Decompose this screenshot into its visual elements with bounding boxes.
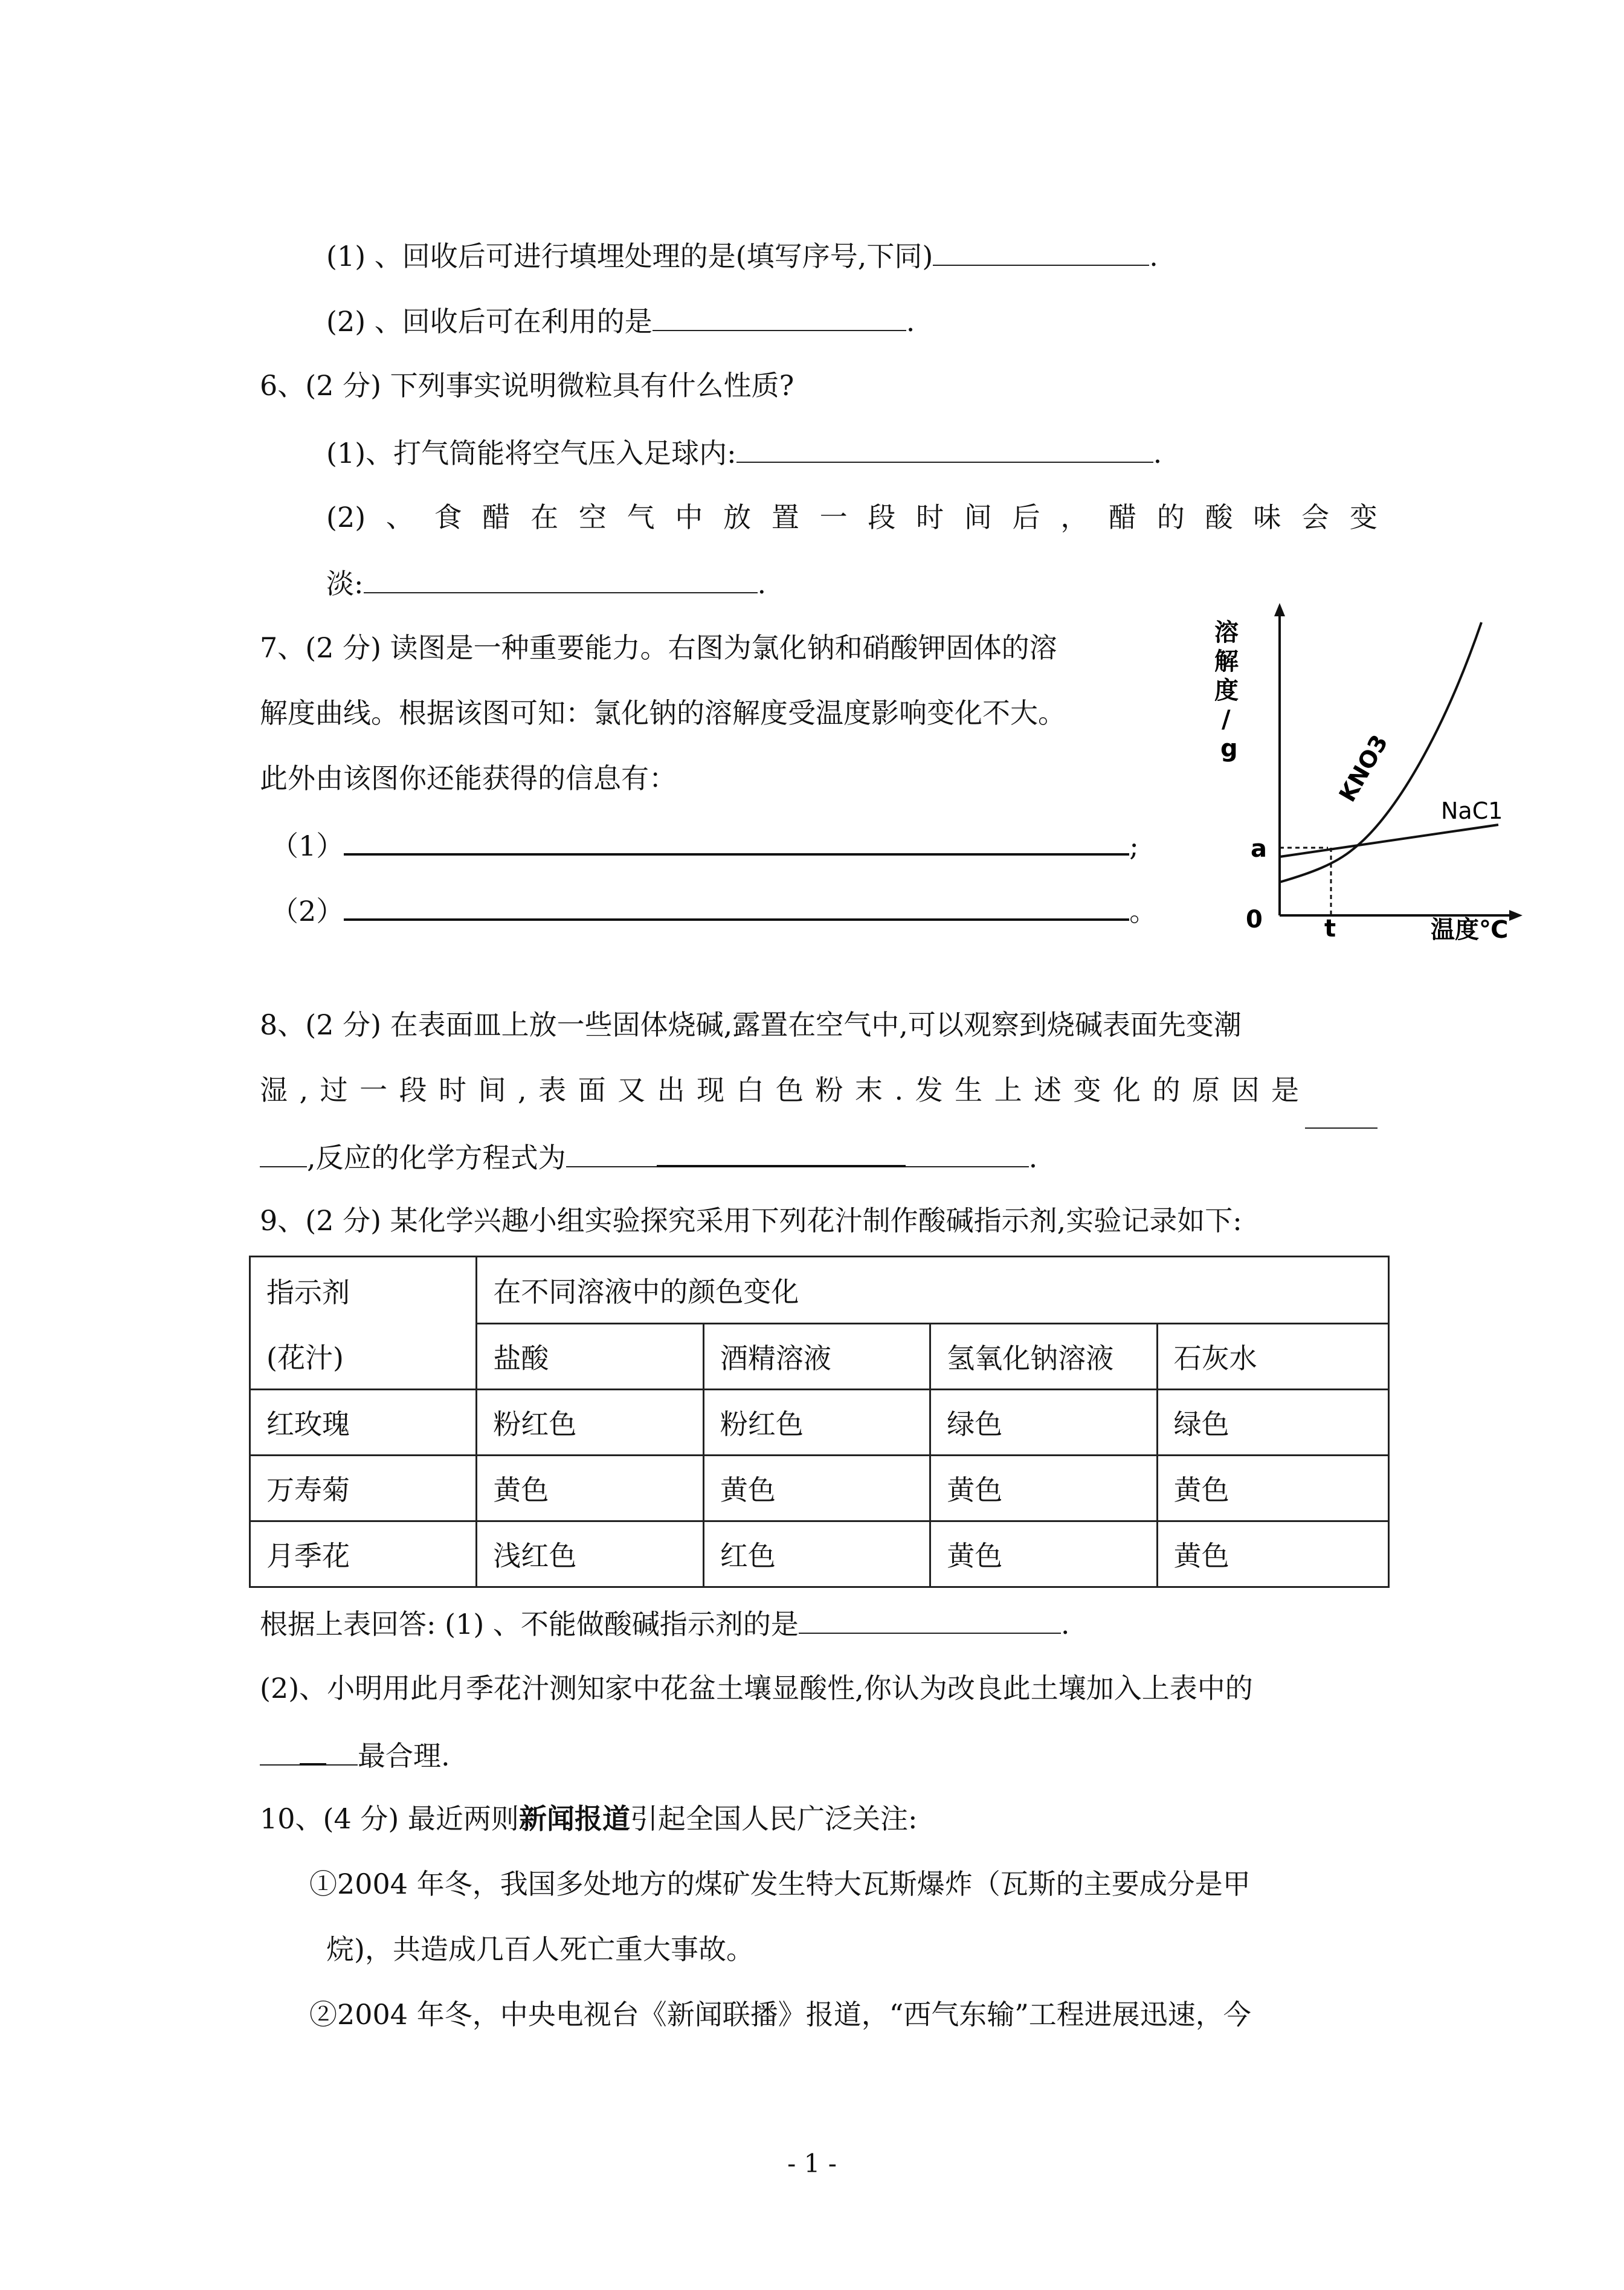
q7-answer1 <box>271 825 1139 864</box>
q10-item2-line1: ②2004 年冬，中央电视台《新闻联播》报道，“西气东输”工程进展迅速，今 <box>309 1998 1251 2031</box>
q6-sub2-char: 一 <box>819 501 848 534</box>
q8-line2-char: , <box>299 1074 309 1106</box>
q7-answer2-label: （2） <box>271 895 344 927</box>
table-cell: 黄色 <box>703 1456 930 1521</box>
q8-line3 <box>260 1137 1037 1176</box>
q10-stem-bold: 新闻报道 <box>518 1802 630 1835</box>
table-header-group: 在不同溶液中的颜色变化 <box>477 1257 1389 1324</box>
table-cell: 绿色 <box>930 1390 1157 1456</box>
graph-origin-label: 0 <box>1246 906 1263 934</box>
q6-sub1-text: (1)、打气筒能将空气压入足球内: <box>326 437 736 469</box>
q5-sub2 <box>326 302 915 340</box>
q6-sub2-char: 后 <box>1012 501 1040 534</box>
q6-sub2-char: 味 <box>1253 501 1281 534</box>
graph-ylabel-char: / <box>1222 706 1231 734</box>
q8-line2-char: 时 <box>439 1074 467 1106</box>
q9-stem: 9、(2 分) 某化学兴趣小组实验探究采用下列花汁制作酸碱指示剂,实验记录如下: <box>260 1204 1242 1237</box>
q6-sub2-char: 、 <box>385 501 414 534</box>
q9-answer1 <box>260 1605 1070 1642</box>
q8-line2-char: 是 <box>1271 1074 1299 1106</box>
table-row <box>250 1521 1389 1587</box>
q7-answer2 <box>271 891 1157 929</box>
table-header-cell: 酒精溶液 <box>703 1324 930 1390</box>
q6-sub2-char: 会 <box>1301 501 1330 534</box>
q6-sub2-char: 醋 <box>1109 501 1137 534</box>
table-cell: 粉红色 <box>703 1390 930 1456</box>
q8-line2-char: 间 <box>478 1074 506 1106</box>
q8-line2-char: 一 <box>359 1074 388 1106</box>
q6-sub2-line <box>326 499 1378 535</box>
table-cell: 黄色 <box>930 1521 1157 1587</box>
q5-sub2-end: . <box>906 305 915 338</box>
q9-answer2-blank-a <box>260 1737 300 1766</box>
q8-line2-char: 白 <box>736 1074 764 1106</box>
table-cell: 黄色 <box>477 1456 703 1521</box>
graph-ylabel-char: g <box>1220 735 1238 763</box>
q6-sub2-char: 食 <box>434 501 462 534</box>
q7-line1: 7、(2 分) 读图是一种重要能力。右图为氯化钠和硝酸钾固体的溶 <box>260 631 1057 664</box>
q8-equation-blank-b <box>657 1137 906 1167</box>
q8-line2-char: 原 <box>1191 1074 1220 1106</box>
q9-answer1-text: 根据上表回答: (1) 、不能做酸碱指示剂的是 <box>260 1608 799 1640</box>
table-cell: 红玫瑰 <box>250 1390 477 1456</box>
table-row <box>250 1324 1389 1390</box>
q8-line1: 8、(2 分) 在表面皿上放一些固体烧碱,露置在空气中,可以观察到烧碱表面先变潮 <box>260 1008 1242 1041</box>
q6-sub2-char: 在 <box>530 501 559 534</box>
table-cell: 绿色 <box>1157 1390 1388 1456</box>
graph-y-arrow <box>1274 603 1285 616</box>
q9-answer2: (2)、小明用此月季花汁测知家中花盆土壤显酸性,你认为改良此土壤加入上表中的 <box>260 1672 1253 1705</box>
table-header-cell: 石灰水 <box>1157 1324 1388 1390</box>
q6-sub2-cont-text: 淡: <box>326 567 364 600</box>
q6-sub2-char: 的 <box>1156 501 1185 534</box>
graph-xlabel: 温度℃ <box>1431 916 1509 944</box>
q8-line2-char: 变 <box>1073 1074 1101 1106</box>
q6-sub2-char: 变 <box>1349 501 1378 534</box>
q6-sub2-blank <box>364 564 758 593</box>
q6-sub2-char: 放 <box>723 501 752 534</box>
page-number: - 1 - <box>787 2149 837 2178</box>
graph-ylabel-char: 度 <box>1214 677 1239 705</box>
table-cell: 黄色 <box>930 1456 1157 1521</box>
q6-sub2-char: 时 <box>916 501 944 534</box>
q8-line2-char: 出 <box>657 1074 685 1106</box>
nacl-line <box>1280 825 1498 857</box>
q10-item1-line1: ①2004 年冬，我国多处地方的煤矿发生特大瓦斯爆炸（瓦斯的主要成分是甲 <box>309 1868 1251 1900</box>
q8-line2-char: 化 <box>1113 1074 1141 1106</box>
q5-sub1 <box>326 237 1158 274</box>
q8-line2-char: 色 <box>776 1074 804 1106</box>
q7-answer2-blank <box>344 891 1129 921</box>
q6-sub2-char: (2) <box>326 501 366 534</box>
q5-sub2-blank <box>652 302 906 331</box>
q6-sub2-char: ， <box>1060 501 1089 534</box>
q6-sub2-end: . <box>757 567 767 600</box>
q8-line2-char: 的 <box>1152 1074 1181 1106</box>
table-header-flower-juice: (花汁) <box>250 1324 477 1390</box>
q8-line2-char: 生 <box>955 1074 983 1106</box>
solubility-graph <box>1208 598 1535 961</box>
q9-answer2-cont-text: 最合理. <box>358 1740 450 1772</box>
q6-stem: 6、(2 分) 下列事实说明微粒具有什么性质? <box>260 369 794 402</box>
table-row <box>250 1257 1389 1324</box>
table-cell: 浅红色 <box>477 1521 703 1587</box>
q6-sub2-char: 间 <box>964 501 992 534</box>
q8-line2-char: 面 <box>578 1074 606 1106</box>
q8-line2-char: 过 <box>320 1074 348 1106</box>
q8-line2-char: . <box>894 1074 904 1106</box>
table-header-indicator: 指示剂 <box>250 1257 477 1324</box>
q8-line2-char: 发 <box>915 1074 943 1106</box>
q6-sub2-char: 酸 <box>1205 501 1233 534</box>
indicator-table <box>249 1256 1390 1588</box>
table-cell: 万寿菊 <box>250 1456 477 1521</box>
q7-answer1-end: ; <box>1129 830 1139 862</box>
q5-sub1-end: . <box>1149 240 1158 273</box>
graph-kno3-label: KNO3 <box>1333 730 1393 807</box>
graph-a-label: a <box>1251 835 1267 863</box>
q9-answer2-blank-c <box>326 1737 358 1766</box>
q6-sub1-blank <box>736 434 1153 463</box>
q5-sub1-blank <box>933 237 1149 266</box>
q10-stem-pre: 10、(4 分) 最近两则 <box>260 1802 519 1835</box>
table-row <box>250 1456 1389 1521</box>
q8-line2-char: 表 <box>538 1074 567 1106</box>
q8-reason-blank <box>1305 1100 1378 1129</box>
q8-line2-char: 粉 <box>815 1074 843 1106</box>
q5-sub1-text: (1) 、回收后可进行填埋处理的是(填写序号,下同) <box>326 240 933 273</box>
q9-answer2-blank-b <box>300 1735 326 1766</box>
q6-sub1-end: . <box>1153 437 1162 469</box>
table-cell: 粉红色 <box>477 1390 703 1456</box>
q8-line2-char: 因 <box>1231 1074 1260 1106</box>
q6-sub2-char: 中 <box>675 501 703 534</box>
q8-equation-blank-c <box>906 1138 1029 1167</box>
q8-line2-char: , <box>518 1074 527 1106</box>
table-header-cell: 氢氧化钠溶液 <box>930 1324 1157 1390</box>
q6-sub2-char: 醋 <box>482 501 511 534</box>
q8-line2-char: 又 <box>617 1074 646 1106</box>
q8-equation-blank-a <box>566 1138 657 1167</box>
q9-answer1-end: . <box>1060 1608 1070 1640</box>
q7-answer2-end: 。 <box>1129 895 1158 927</box>
table-cell: 黄色 <box>1157 1456 1388 1521</box>
q8-line2-char: 末 <box>855 1074 883 1106</box>
table-cell: 黄色 <box>1157 1521 1388 1587</box>
q7-line2: 解度曲线。根据该图可知：氯化钠的溶解度受温度影响变化不大。 <box>260 697 1066 729</box>
q6-sub2-char: 置 <box>771 501 799 534</box>
q10-stem-post: 引起全国人民广泛关注: <box>630 1802 918 1835</box>
q9-answer2-cont <box>260 1735 450 1774</box>
q7-answer1-label: （1） <box>271 830 344 862</box>
q10-stem <box>260 1801 917 1837</box>
q6-sub2-char: 段 <box>868 501 896 534</box>
q6-sub1 <box>326 434 1162 471</box>
q8-line2-char: 述 <box>1034 1074 1062 1106</box>
graph-ylabel-char: 溶 <box>1214 619 1239 647</box>
q6-sub2-char: 空 <box>578 501 607 534</box>
q6-sub2-char: 气 <box>627 501 655 534</box>
q8-line3-text: ,反应的化学方程式为 <box>307 1141 566 1174</box>
table-cell: 月季花 <box>250 1521 477 1587</box>
table-row <box>250 1390 1389 1456</box>
q7-line3: 此外由该图你还能获得的信息有： <box>260 762 677 795</box>
q5-sub2-text: (2) 、回收后可在利用的是 <box>326 305 652 338</box>
graph-x-arrow <box>1509 910 1522 921</box>
table-header-cell: 盐酸 <box>477 1324 703 1390</box>
q10-item1-line2: 烷)，共造成几百人死亡重大事故。 <box>326 1933 754 1966</box>
q7-answer1-blank <box>344 825 1129 856</box>
graph-nacl-label: NaC1 <box>1441 798 1503 824</box>
q8-line3-end: . <box>1028 1141 1038 1174</box>
table-cell: 红色 <box>703 1521 930 1587</box>
q8-line2-char: 段 <box>399 1074 427 1106</box>
graph-t-label: t <box>1324 915 1336 943</box>
q6-sub2-cont <box>326 564 766 602</box>
q8-line2 <box>260 1072 1299 1108</box>
graph-ylabel-char: 解 <box>1214 648 1239 676</box>
q8-reason-blank-cont <box>260 1138 307 1167</box>
q9-answer1-blank <box>799 1605 1061 1634</box>
q8-line2-char: 上 <box>994 1074 1022 1106</box>
q8-line2-char: 湿 <box>260 1074 288 1106</box>
q8-line2-char: 现 <box>697 1074 725 1106</box>
